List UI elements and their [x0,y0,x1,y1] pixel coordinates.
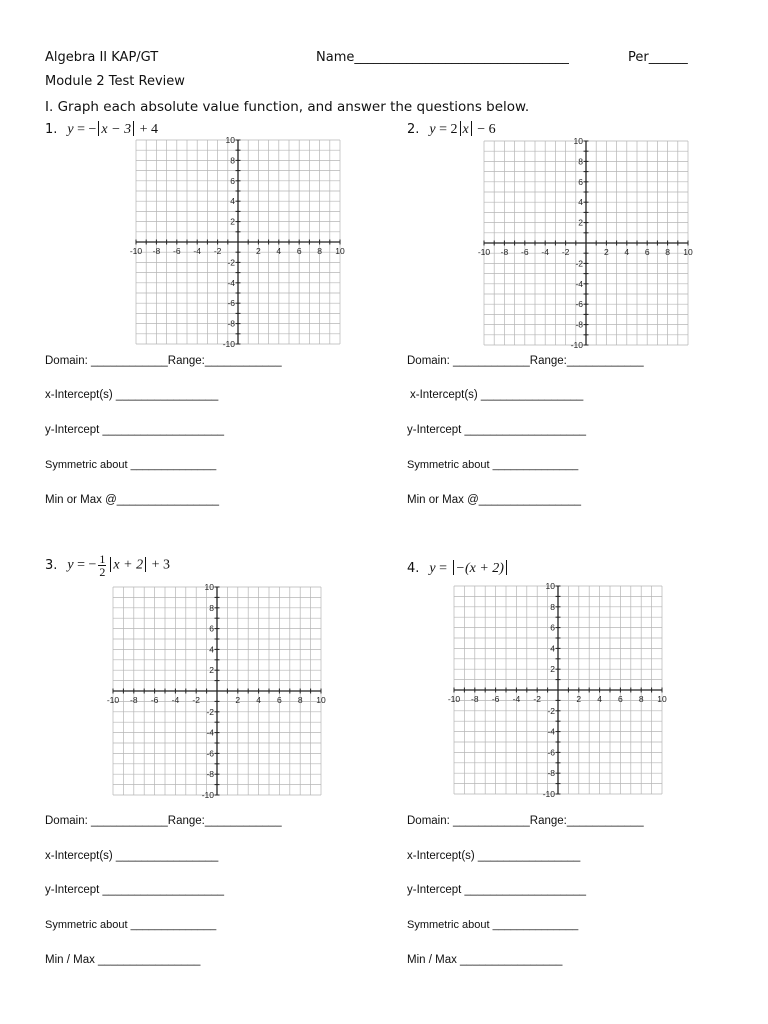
x-tick-label: 6 [296,246,302,256]
x-tick-label: -10 [129,246,143,256]
problem-1-equation: 1. y = − x − 3 + 4 [45,122,158,137]
x-tick-label: 10 [316,695,326,705]
p4-symmetric-field[interactable]: Symmetric about ______________ [407,919,579,931]
y-tick-label: 8 [550,601,555,612]
y-tick-label: -2 [227,257,235,268]
y-tick-label: 4 [209,644,214,655]
x-tick-label: 10 [657,694,667,704]
p3-symmetric-field[interactable]: Symmetric about ______________ [45,919,217,931]
x-tick-label: -2 [213,246,222,256]
x-tick-label: 4 [597,694,602,704]
x-tick-label: -4 [193,246,201,256]
x-tick-label: 8 [638,694,644,704]
x-tick-label: -10 [477,247,491,257]
x-tick-label: 8 [665,247,670,257]
y-tick-label: -10 [201,790,214,800]
y-tick-label: -6 [575,299,583,310]
x-tick-label: 2 [256,246,261,256]
x-tick-label: 2 [235,695,241,705]
x-tick-label: -4 [171,695,180,705]
x-tick-label: 6 [618,694,623,704]
problem-2-equation: 2. y = 2 x − 6 [407,122,496,137]
x-tick-label: -6 [150,695,159,705]
x-tick-label: -6 [173,246,181,256]
p3-x-intercepts-field[interactable]: x-Intercept(s) ________________ [45,850,219,862]
y-tick-label: -8 [206,769,214,780]
x-tick-label: -8 [471,694,479,704]
course-title: Algebra II KAP/GT [45,50,159,65]
x-tick-label: -10 [447,694,461,704]
p4-y-intercept-field[interactable]: y-Intercept ___________________ [407,884,587,896]
y-tick-label: 6 [578,176,583,187]
x-tick-label: -8 [152,246,161,256]
y-tick-label: 10 [204,582,214,592]
y-tick-label: -6 [227,298,235,309]
x-tick-label: -8 [130,695,138,705]
x-tick-label: 10 [335,246,345,256]
y-tick-label: 8 [209,602,214,613]
y-tick-label: -8 [547,768,555,779]
x-tick-label: 8 [297,695,303,705]
p3-y-intercept-field[interactable]: y-Intercept ___________________ [45,884,225,896]
x-tick-label: 2 [604,247,609,257]
y-tick-label: 10 [573,136,583,146]
instructions: I. Graph each absolute value function, and answer the questions below. [45,99,530,115]
y-tick-label: -4 [227,277,235,288]
y-tick-label: 10 [225,135,235,145]
x-tick-label: -2 [192,695,200,705]
p1-x-intercepts-field[interactable]: x-Intercept(s) ________________ [45,389,219,401]
x-tick-label: -6 [521,247,529,257]
x-tick-label: 6 [277,695,282,705]
p1-symmetric-field[interactable]: Symmetric about ______________ [45,459,217,471]
y-tick-label: 6 [209,623,214,634]
y-tick-label: -10 [570,340,583,350]
x-tick-label: 6 [644,247,650,257]
y-tick-label: -2 [575,258,583,269]
y-tick-label: 2 [578,217,583,228]
y-tick-label: -4 [206,727,214,738]
y-tick-label: 8 [578,156,583,167]
x-tick-label: 2 [576,694,582,704]
y-tick-label: -2 [547,705,555,716]
p3-domain-range-field[interactable]: Domain: ____________Range:____________ [45,815,282,827]
y-tick-label: -2 [206,706,214,717]
y-tick-label: 4 [578,197,583,208]
period-field[interactable]: Per______ [628,50,688,65]
x-tick-label: 8 [317,246,322,256]
p2-symmetric-field[interactable]: Symmetric about ______________ [407,459,579,471]
x-tick-label: 4 [276,246,282,256]
p1-domain-range-field[interactable]: Domain: ____________Range:____________ [45,355,282,367]
y-tick-label: 2 [230,216,235,227]
x-tick-label: -6 [491,694,500,704]
y-tick-label: -6 [206,748,214,759]
y-tick-label: -8 [575,319,583,330]
p2-x-intercepts-field[interactable]: x-Intercept(s) ________________ [410,389,584,401]
y-tick-label: 10 [545,581,555,591]
x-tick-label: -8 [500,247,509,257]
x-tick-label: -2 [561,247,570,257]
p3-min-max-field[interactable]: Min / Max ________________ [45,954,201,966]
p2-min-max-field[interactable]: Min or Max @________________ [407,494,582,506]
x-tick-label: -2 [533,694,541,704]
name-field[interactable]: Name_________________________________ [316,50,569,65]
x-tick-label: -4 [541,247,549,257]
y-tick-label: -6 [547,747,555,758]
x-tick-label: 4 [624,247,630,257]
p4-x-intercepts-field[interactable]: x-Intercept(s) ________________ [407,850,581,862]
y-tick-label: 8 [230,155,235,166]
fraction-one-half: $\frac{1}{2}$ [99,552,106,579]
x-tick-label: -4 [512,694,521,704]
p1-y-intercept-field[interactable]: y-Intercept ___________________ [45,424,225,436]
y-tick-label: 2 [209,665,214,676]
problem-3-equation: 3. y = − $\frac{1}{2}$ x + 2 + 3 [45,552,170,579]
problem-4-equation: 4. y = −(x + 2) [407,560,509,577]
y-tick-label: 6 [550,622,555,633]
x-tick-label: -10 [106,695,120,705]
p2-domain-range-field[interactable]: Domain: ____________Range:____________ [407,355,644,367]
y-tick-label: -10 [542,789,555,799]
y-tick-label: 4 [550,643,555,654]
y-tick-label: 2 [550,664,555,675]
x-tick-label: 4 [256,695,261,705]
y-tick-label: -4 [575,278,583,289]
y-tick-label: -8 [227,318,235,329]
y-tick-label: -10 [222,339,235,349]
x-tick-label: 10 [683,247,693,257]
p4-min-max-field[interactable]: Min / Max ________________ [407,954,563,966]
y-tick-label: 6 [230,175,235,186]
y-tick-label: -4 [547,726,555,737]
p1-min-max-field[interactable]: Min or Max @________________ [45,494,220,506]
p4-domain-range-field[interactable]: Domain: ____________Range:____________ [407,815,644,827]
p2-y-intercept-field[interactable]: y-Intercept ___________________ [407,424,587,436]
y-tick-label: 4 [230,196,235,207]
module-title: Module 2 Test Review [45,74,185,89]
